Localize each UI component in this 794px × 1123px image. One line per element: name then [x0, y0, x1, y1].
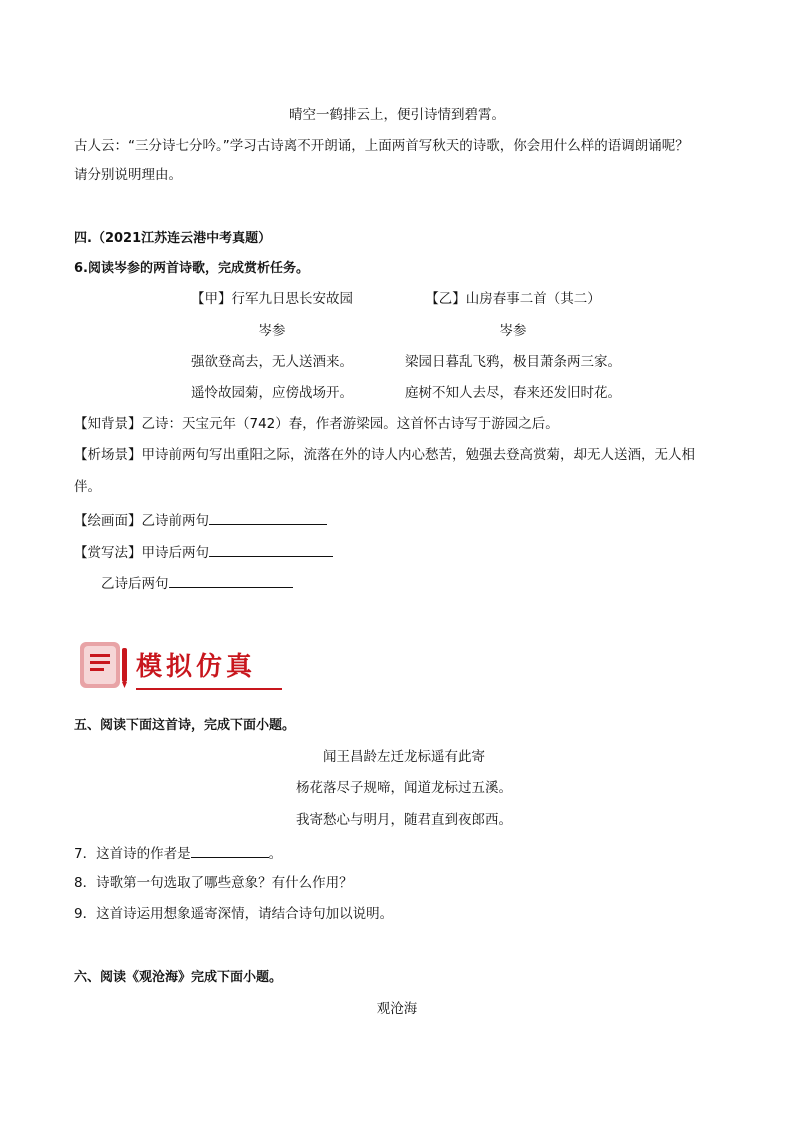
answer-blank[interactable]	[169, 573, 293, 588]
question-text: 请分别说明理由。	[74, 167, 182, 183]
question-9: 9．这首诗运用想象遥寄深情，请结合诗句加以说明。	[74, 906, 394, 922]
poem-b-title: 【乙】山房春事二首（其二）	[425, 291, 601, 307]
answer-blank[interactable]	[209, 542, 333, 557]
poem-title: 闻王昌龄左迁龙标遥有此寄	[323, 749, 485, 765]
task-method	[74, 542, 333, 562]
poem-a-title: 【甲】行军九日思长安故园	[191, 291, 353, 307]
book-icon	[74, 636, 134, 696]
background-note: 【知背景】乙诗：天宝元年（742）春，作者游梁园。这首怀古诗写于游园之后。	[74, 416, 559, 432]
poem-line: 晴空一鹤排云上，便引诗情到碧霄。	[289, 107, 505, 123]
poem-line: 我寄愁心与明月，随君直到夜郎西。	[296, 812, 512, 828]
poem-b-author: 岑参	[499, 323, 527, 339]
answer-blank[interactable]	[191, 843, 269, 858]
banner-underline	[136, 688, 282, 690]
question-prompt: 6.阅读岑参的两首诗歌，完成赏析任务。	[74, 261, 309, 276]
banner-title: 模拟仿真	[136, 652, 257, 682]
scene-note: 伴。	[74, 479, 101, 495]
question-text: 古人云：“三分诗七分吟。”学习古诗离不开朗诵，上面两首写秋天的诗歌，你会用什么样的语调朗诵呢？	[74, 138, 689, 154]
task-method-label: 【赏写法】甲诗后两句	[74, 545, 209, 561]
poem-line: 杨花落尽子规啼，闻道龙标过五溪。	[296, 780, 512, 796]
task-method2-label: 乙诗后两句	[101, 576, 169, 592]
section-header: 六、阅读《观沧海》完成下面小题。	[74, 970, 283, 985]
poem-a-line: 遥怜故园菊，应傍战场开。	[191, 385, 353, 401]
task-draw-label: 【绘画面】乙诗前两句	[74, 513, 209, 529]
task-method2	[101, 573, 293, 593]
section-banner	[74, 636, 284, 696]
poem-a-line: 强欲登高去，无人送酒来。	[191, 354, 353, 370]
poem-a-author: 岑参	[258, 323, 286, 339]
poem-b-line: 梁园日暮乱飞鸦，极目萧条两三家。	[405, 354, 621, 370]
answer-blank[interactable]	[209, 510, 327, 525]
section-header: 五、阅读下面这首诗，完成下面小题。	[74, 718, 296, 733]
scene-note: 【析场景】甲诗前两句写出重阳之际，流落在外的诗人内心愁苦，勉强去登高赏菊，却无人送酒，无人相	[74, 447, 695, 463]
question-8: 8．诗歌第一句选取了哪些意象？有什么作用？	[74, 875, 353, 891]
question-7-text: 7．这首诗的作者是	[74, 846, 191, 862]
poem-b-line: 庭树不知人去尽，春来还发旧时花。	[405, 385, 621, 401]
section-header: 四.（2021江苏连云港中考真题）	[74, 231, 272, 246]
question-7-end: 。	[268, 846, 283, 862]
question-7	[74, 843, 282, 863]
poem-title: 观沧海	[376, 1001, 418, 1017]
task-draw	[74, 510, 327, 530]
